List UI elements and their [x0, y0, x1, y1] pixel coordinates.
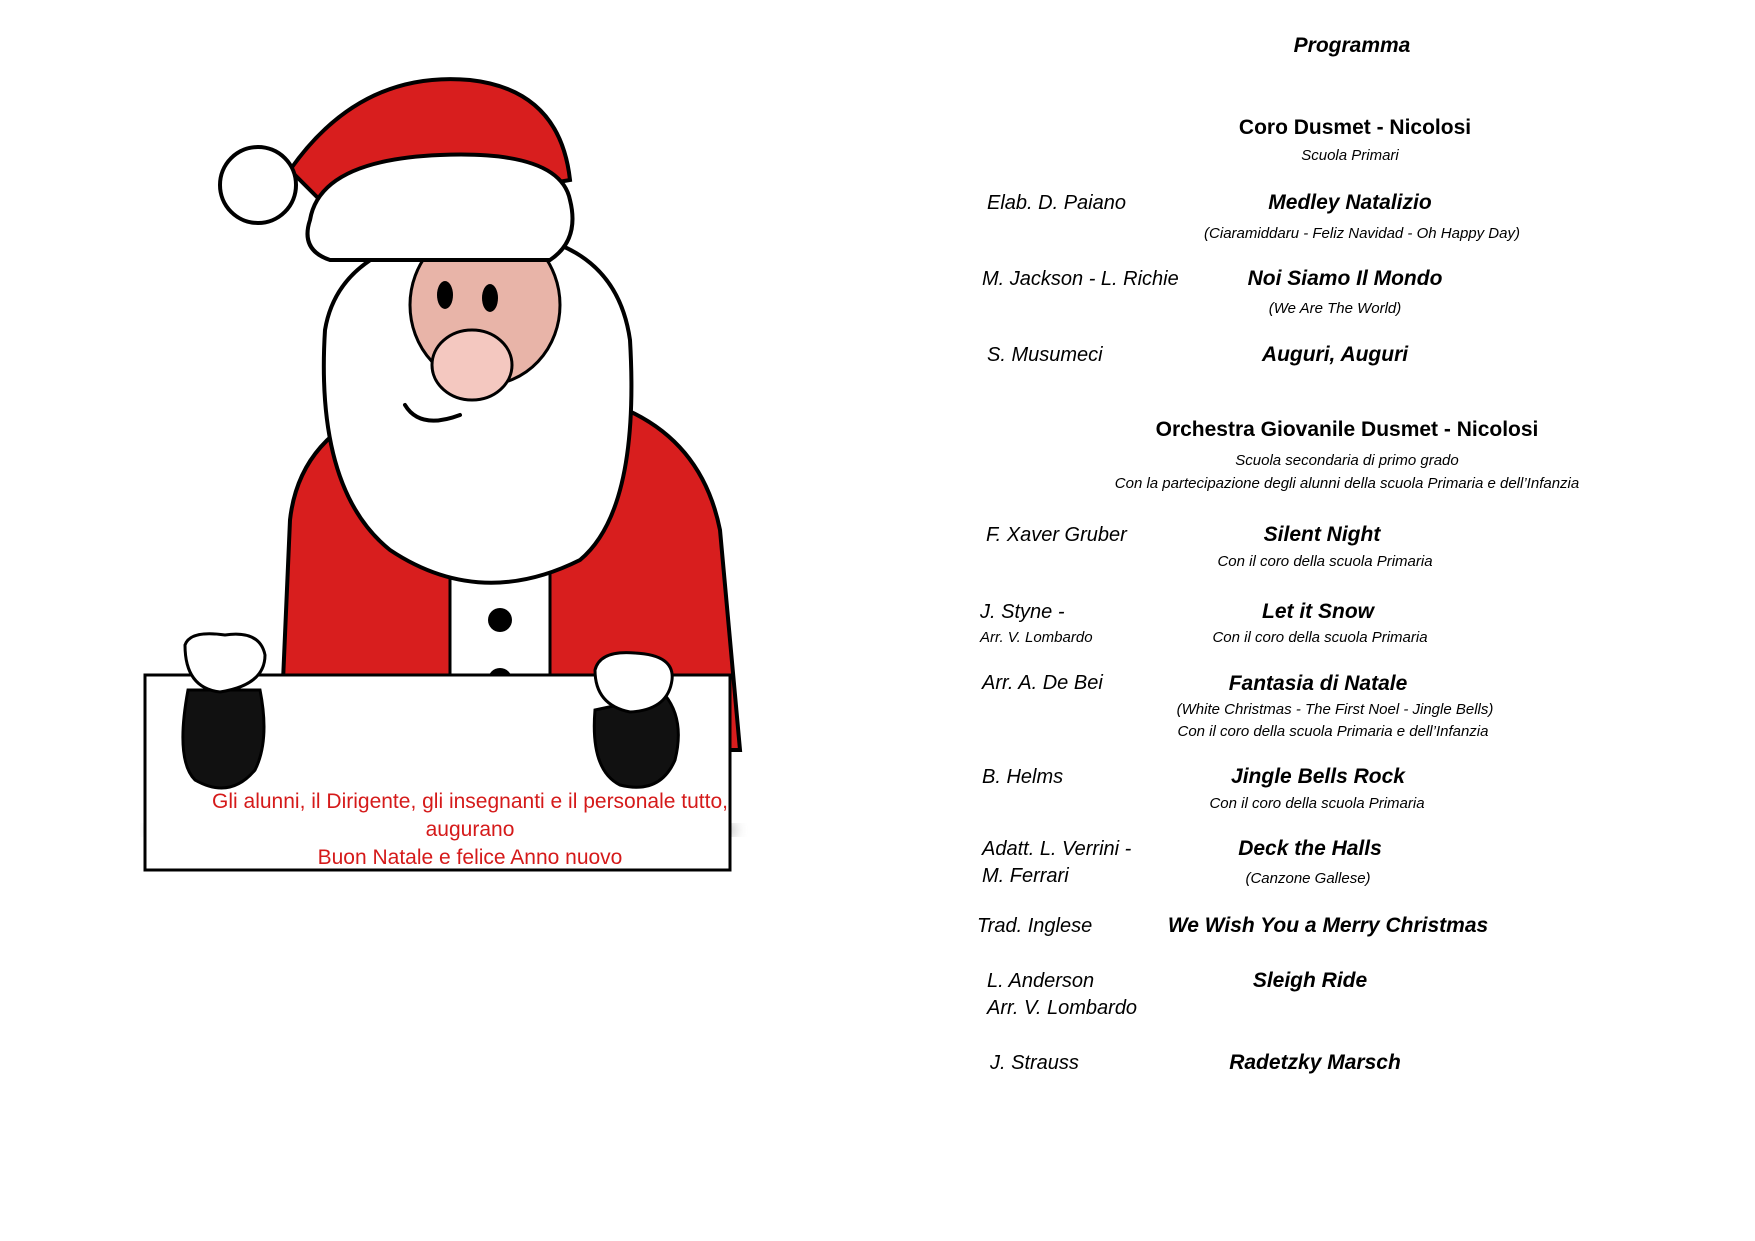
piece-title: Silent Night [1263, 523, 1381, 546]
piece-title: Let it Snow [1262, 600, 1374, 623]
santa-left-eye [437, 281, 453, 309]
composer-line-2: Arr. V. Lombardo [980, 629, 1093, 646]
composer-line-2: Arr. V. Lombardo [987, 997, 1138, 1019]
orchestra-subtitle-2: Con la partecipazione degli alunni della scuola Primaria e dell’Infanzia [1114, 475, 1580, 492]
greeting-message [175, 788, 765, 872]
piece-title: Noi Siamo Il Mondo [1247, 267, 1443, 290]
piece-note: (Canzone Gallese) [1245, 870, 1371, 887]
composer: Arr. A. De Bei [982, 672, 1103, 694]
composer: M. Jackson - L. Richie [982, 268, 1179, 290]
choir-subtitle: Scuola Primari [1301, 147, 1399, 164]
composer: S. Musumeci [987, 344, 1103, 366]
piece-title: Fantasia di Natale [1228, 672, 1408, 695]
santa-right-eye [482, 284, 498, 312]
piece-note: (White Christmas - The First Noel - Jingle Bells) [1176, 701, 1494, 718]
piece-title: Sleigh Ride [1252, 969, 1368, 992]
santa-nose [432, 330, 512, 400]
orchestra-subtitle-1: Scuola secondaria di primo grado [1235, 452, 1459, 469]
piece-title: Medley Natalizio [1268, 191, 1432, 214]
composer: L. Anderson [987, 970, 1095, 992]
santa-right-mitten [594, 653, 678, 788]
piece-title: Auguri, Auguri [1261, 343, 1409, 366]
composer: Elab. D. Paiano [987, 192, 1126, 214]
piece-note: Con il coro della scuola Primaria [1217, 553, 1433, 570]
programme-title: Programma [1293, 34, 1411, 57]
piece-note-2: Con il coro della scuola Primaria e dell’Infanzia [1177, 723, 1489, 740]
greeting-line-2: augurano [425, 818, 515, 841]
greeting-line-3: Buon Natale e felice Anno nuovo [317, 846, 623, 869]
composer-line-2: M. Ferrari [982, 865, 1069, 887]
piece-note: Con il coro della scuola Primaria [1209, 795, 1425, 812]
piece-note: Con il coro della scuola Primaria [1212, 629, 1428, 646]
piece-title: We Wish You a Merry Christmas [1167, 914, 1489, 937]
composer: Trad. Inglese [977, 915, 1093, 937]
piece-title: Deck the Halls [1238, 837, 1382, 860]
santa-left-mitten [183, 634, 265, 788]
composer: F. Xaver Gruber [986, 524, 1127, 546]
choir-name: Coro Dusmet - Nicolosi [1238, 116, 1472, 139]
piece-note: (Ciaramiddaru - Feliz Navidad - Oh Happy Day) [1204, 225, 1520, 242]
composer: J. Styne - [980, 601, 1065, 623]
piece-title: Radetzky Marsch [1229, 1051, 1401, 1074]
composer: J. Strauss [990, 1052, 1079, 1074]
piece-title: Jingle Bells Rock [1231, 765, 1405, 788]
composer: B. Helms [982, 766, 1064, 788]
santa-hat [220, 79, 573, 260]
orchestra-name: Orchestra Giovanile Dusmet - Nicolosi [1155, 418, 1539, 441]
greeting-line-1: Gli alunni, il Dirigente, gli insegnanti e il personale tutto, [212, 790, 728, 813]
piece-note: (We Are The World) [1268, 300, 1402, 317]
composer: Adatt. L. Verrini - [982, 838, 1132, 860]
